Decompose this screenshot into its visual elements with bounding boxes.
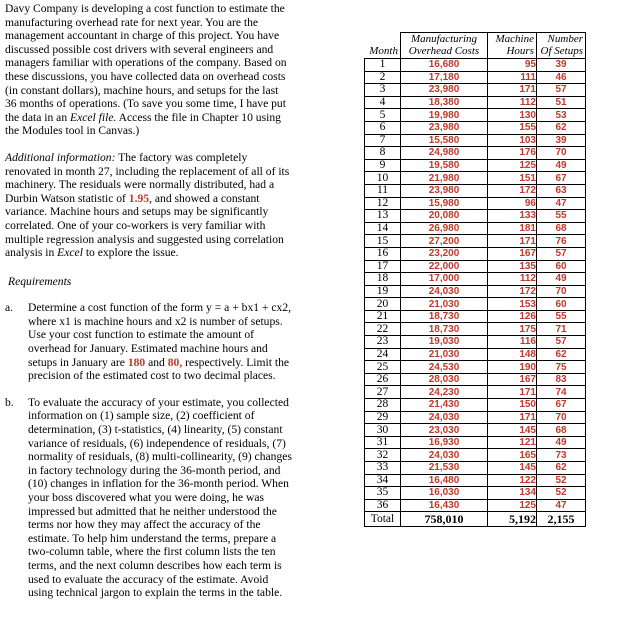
overhead-cost-cell: 17,180: [401, 71, 488, 84]
table-row: [365, 373, 586, 386]
requirement-a-label: a.: [5, 301, 14, 315]
overhead-cost-cell: 15,580: [401, 134, 488, 147]
machine-hours-cell: 176: [488, 147, 537, 160]
machine-hours-cell: 111: [488, 71, 537, 84]
setups-cell: 39: [537, 134, 586, 147]
overhead-cost-cell: 16,030: [401, 487, 488, 500]
setups-cell: 73: [537, 449, 586, 462]
overhead-cost-cell: 16,930: [401, 436, 488, 449]
machine-hours-cell: 171: [488, 235, 537, 248]
machine-hours-cell: 134: [488, 487, 537, 500]
month-cell: 34: [365, 474, 401, 487]
month-cell: 35: [365, 487, 401, 500]
machine-hours-cell: 172: [488, 285, 537, 298]
overhead-cost-cell: 23,980: [401, 184, 488, 197]
table-row: [365, 96, 586, 109]
setups-cell: 83: [537, 373, 586, 386]
table-row: [365, 121, 586, 134]
requirements-heading: Requirements: [8, 274, 72, 288]
month-cell: 16: [365, 247, 401, 260]
additional-info-paragraph: Additional information: The factory was completely renovated in month 27, including the replacement of all of its machinery. The residuals were normally distributed, had a Durbin Watson statistic of 1.95, and showed a constant variance. Machine hours and setups may be significantly correlated. One of your co-workers is very familiar with multiple regression analysis and suggested using correlation analysis in Excel to explore the issue.: [5, 150, 290, 260]
table-row: [365, 348, 586, 361]
january-setups: 80,: [167, 355, 183, 369]
machine-hours-cell: 103: [488, 134, 537, 147]
overhead-cost-cell: 23,980: [401, 121, 488, 134]
month-cell: 8: [365, 147, 401, 160]
machine-hours-cell: 145: [488, 424, 537, 437]
month-cell: 15: [365, 235, 401, 248]
table-row: [365, 159, 586, 172]
overhead-cost-cell: 22,000: [401, 260, 488, 273]
setups-cell: 57: [537, 247, 586, 260]
overhead-cost-cell: 18,730: [401, 323, 488, 336]
machine-hours-cell: 150: [488, 399, 537, 412]
month-cell: 14: [365, 222, 401, 235]
durbin-watson-value: 1.95: [128, 191, 150, 205]
overhead-cost-cell: 17,000: [401, 273, 488, 286]
month-cell: 20: [365, 298, 401, 311]
month-cell: 10: [365, 172, 401, 185]
requirement-b: b. To evaluate the accuracy of your estimate, you collected information on (1) sample size, (2) coefficient of determination, (3) t-statistics, (4) linearity, (5) constant variance of residuals, (6) independence of residuals, (7) normality of residuals, (8) multi-collinearity, (9) changes in factory technology during the 36-month period, and (10) changes in inflation for the 36-month period. When your boss discovered what you were doing, he was impressed but admitted that he neither understood the terms nor how they may affect the accuracy of the estimate. To help him understand the terms, prepare a two-column table, where the first column lists the ten terms, and the next column describes how each term is used to evaluate the accuracy of the estimate. Avoid using technical jargon to explain the terms in the table.: [5, 395, 292, 600]
overhead-cost-cell: 18,730: [401, 310, 488, 323]
overhead-cost-cell: 23,980: [401, 84, 488, 97]
header-month: Month: [365, 33, 401, 59]
table-row: [365, 235, 586, 248]
table-row: [365, 247, 586, 260]
table-row: [365, 285, 586, 298]
header-number-of-setups: Number Of Setups: [537, 33, 586, 59]
table-row: [365, 310, 586, 323]
table-row: [365, 436, 586, 449]
table-row: [365, 71, 586, 84]
machine-hours-cell: 190: [488, 361, 537, 374]
month-cell: 18: [365, 273, 401, 286]
month-cell: 31: [365, 436, 401, 449]
setups-cell: 55: [537, 210, 586, 223]
overhead-cost-cell: 26,980: [401, 222, 488, 235]
setups-cell: 70: [537, 411, 586, 424]
setups-cell: 49: [537, 159, 586, 172]
overhead-cost-cell: 24,980: [401, 147, 488, 160]
machine-hours-cell: 171: [488, 386, 537, 399]
additional-info-label: Additional information:: [5, 150, 116, 164]
machine-hours-cell: 153: [488, 298, 537, 311]
month-cell: 19: [365, 285, 401, 298]
month-cell: 5: [365, 109, 401, 122]
machine-hours-cell: 155: [488, 121, 537, 134]
machine-hours-cell: 165: [488, 449, 537, 462]
overhead-cost-cell: 28,030: [401, 373, 488, 386]
table-row: [365, 84, 586, 97]
table-row: [365, 197, 586, 210]
month-cell: 12: [365, 197, 401, 210]
month-cell: 24: [365, 348, 401, 361]
table-row: [365, 298, 586, 311]
requirement-a: a. Determine a cost function of the form y = a + bx1 + cx2, where x1 is machine hours and x2 is number of setups. Use your cost function to estimate the amount of overhead for January. Estimated machine hours and setups in January are 180 and 80, respectively. Limit the precision of the estimated cost to two decimal places.: [5, 301, 292, 383]
setups-cell: 63: [537, 184, 586, 197]
table-row: [365, 59, 586, 72]
setups-cell: 76: [537, 235, 586, 248]
machine-hours-cell: 172: [488, 184, 537, 197]
table-row: [365, 336, 586, 349]
month-cell: 13: [365, 210, 401, 223]
month-cell: 32: [365, 449, 401, 462]
month-cell: 23: [365, 336, 401, 349]
month-cell: 7: [365, 134, 401, 147]
machine-hours-cell: 125: [488, 499, 537, 512]
overhead-cost-cell: 19,580: [401, 159, 488, 172]
month-cell: 6: [365, 121, 401, 134]
overhead-cost-cell: 16,430: [401, 499, 488, 512]
total-hours: 5,192: [488, 512, 537, 527]
table-row: [365, 222, 586, 235]
overhead-cost-cell: 15,980: [401, 197, 488, 210]
header-machine-hours: Machine Hours: [488, 33, 537, 59]
table-row: [365, 399, 586, 412]
overhead-cost-cell: 19,030: [401, 336, 488, 349]
table-row: [365, 210, 586, 223]
excel-file-ref: Excel file.: [70, 110, 117, 124]
overhead-cost-cell: 21,030: [401, 298, 488, 311]
setups-cell: 62: [537, 348, 586, 361]
setups-cell: 68: [537, 424, 586, 437]
table-row: [365, 109, 586, 122]
setups-cell: 71: [537, 323, 586, 336]
setups-cell: 51: [537, 96, 586, 109]
overhead-cost-cell: 16,680: [401, 59, 488, 72]
table-row: [365, 323, 586, 336]
month-cell: 36: [365, 499, 401, 512]
overhead-cost-cell: 21,530: [401, 462, 488, 475]
month-cell: 33: [365, 462, 401, 475]
machine-hours-cell: 95: [488, 59, 537, 72]
machine-hours-cell: 125: [488, 159, 537, 172]
machine-hours-cell: 167: [488, 373, 537, 386]
month-cell: 21: [365, 310, 401, 323]
machine-hours-cell: 151: [488, 172, 537, 185]
setups-cell: 49: [537, 436, 586, 449]
setups-cell: 57: [537, 336, 586, 349]
setups-cell: 49: [537, 273, 586, 286]
month-cell: 26: [365, 373, 401, 386]
table-row: [365, 184, 586, 197]
machine-hours-cell: 133: [488, 210, 537, 223]
setups-cell: 47: [537, 499, 586, 512]
setups-cell: 70: [537, 285, 586, 298]
setups-cell: 52: [537, 474, 586, 487]
machine-hours-cell: 112: [488, 273, 537, 286]
month-cell: 4: [365, 96, 401, 109]
overhead-cost-cell: 16,480: [401, 474, 488, 487]
setups-cell: 67: [537, 399, 586, 412]
month-cell: 2: [365, 71, 401, 84]
machine-hours-cell: 96: [488, 197, 537, 210]
month-cell: 25: [365, 361, 401, 374]
month-cell: 17: [365, 260, 401, 273]
machine-hours-cell: 145: [488, 462, 537, 475]
month-cell: 1: [365, 59, 401, 72]
table-row: [365, 462, 586, 475]
machine-hours-cell: 171: [488, 84, 537, 97]
total-row: [365, 512, 586, 527]
overhead-cost-cell: 19,980: [401, 109, 488, 122]
machine-hours-cell: 130: [488, 109, 537, 122]
table-row: [365, 172, 586, 185]
table-row: [365, 474, 586, 487]
machine-hours-cell: 116: [488, 336, 537, 349]
table-row: [365, 147, 586, 160]
month-cell: 11: [365, 184, 401, 197]
machine-hours-cell: 171: [488, 411, 537, 424]
machine-hours-cell: 167: [488, 247, 537, 260]
table-row: [365, 134, 586, 147]
overhead-cost-cell: 23,200: [401, 247, 488, 260]
setups-cell: 70: [537, 147, 586, 160]
table-row: [365, 273, 586, 286]
table-row: [365, 424, 586, 437]
machine-hours-cell: 122: [488, 474, 537, 487]
setups-cell: 67: [537, 172, 586, 185]
table-row: [365, 361, 586, 374]
total-setups: 2,155: [537, 512, 586, 527]
total-costs: 758,010: [401, 512, 488, 527]
month-cell: 9: [365, 159, 401, 172]
setups-cell: 75: [537, 361, 586, 374]
machine-hours-cell: 181: [488, 222, 537, 235]
machine-hours-cell: 148: [488, 348, 537, 361]
table-row: [365, 260, 586, 273]
setups-cell: 55: [537, 310, 586, 323]
overhead-cost-cell: 23,030: [401, 424, 488, 437]
header-overhead-costs: Manufacturing Overhead Costs: [401, 33, 488, 59]
table-header-row: [365, 33, 586, 59]
overhead-cost-cell: 21,980: [401, 172, 488, 185]
machine-hours-cell: 175: [488, 323, 537, 336]
setups-cell: 57: [537, 84, 586, 97]
setups-cell: 62: [537, 121, 586, 134]
table-row: [365, 411, 586, 424]
setups-cell: 62: [537, 462, 586, 475]
setups-cell: 46: [537, 71, 586, 84]
problem-text: [5, 2, 292, 600]
setups-cell: 53: [537, 109, 586, 122]
machine-hours-cell: 121: [488, 436, 537, 449]
overhead-cost-cell: 24,030: [401, 285, 488, 298]
table-row: [365, 499, 586, 512]
overhead-cost-cell: 27,200: [401, 235, 488, 248]
overhead-cost-cell: 18,380: [401, 96, 488, 109]
setups-cell: 60: [537, 298, 586, 311]
overhead-cost-cell: 24,230: [401, 386, 488, 399]
table-row: [365, 449, 586, 462]
setups-cell: 39: [537, 59, 586, 72]
overhead-cost-cell: 20,080: [401, 210, 488, 223]
overhead-cost-cell: 24,030: [401, 411, 488, 424]
month-cell: 29: [365, 411, 401, 424]
requirement-b-label: b.: [5, 395, 14, 409]
overhead-data-table: [364, 32, 586, 527]
setups-cell: 74: [537, 386, 586, 399]
table-row: [365, 487, 586, 500]
month-cell: 3: [365, 84, 401, 97]
setups-cell: 52: [537, 487, 586, 500]
january-hours: 180: [127, 355, 146, 369]
total-label: Total: [365, 512, 401, 527]
month-cell: 22: [365, 323, 401, 336]
overhead-cost-cell: 24,030: [401, 449, 488, 462]
setups-cell: 47: [537, 197, 586, 210]
month-cell: 30: [365, 424, 401, 437]
machine-hours-cell: 135: [488, 260, 537, 273]
machine-hours-cell: 112: [488, 96, 537, 109]
overhead-cost-cell: 24,530: [401, 361, 488, 374]
month-cell: 28: [365, 399, 401, 412]
setups-cell: 68: [537, 222, 586, 235]
month-cell: 27: [365, 386, 401, 399]
overhead-cost-cell: 21,030: [401, 348, 488, 361]
machine-hours-cell: 126: [488, 310, 537, 323]
overhead-cost-cell: 21,430: [401, 399, 488, 412]
intro-paragraph: Davy Company is developing a cost function to estimate the manufacturing overhead rate for next year. You are the management accountant in charge of this project. You have discussed possible cost drivers with several engineers and managers familiar with operations of the company. Based on these discussions, you have collected data on overhead costs (in constant dollars), machine hours, and setups for the last 36 months of operations. (To save you some time, I have put the data in an Excel file. Access the file in Chapter 10 using the Modules tool in Canvas.): [5, 2, 287, 138]
setups-cell: 60: [537, 260, 586, 273]
table-row: [365, 386, 586, 399]
